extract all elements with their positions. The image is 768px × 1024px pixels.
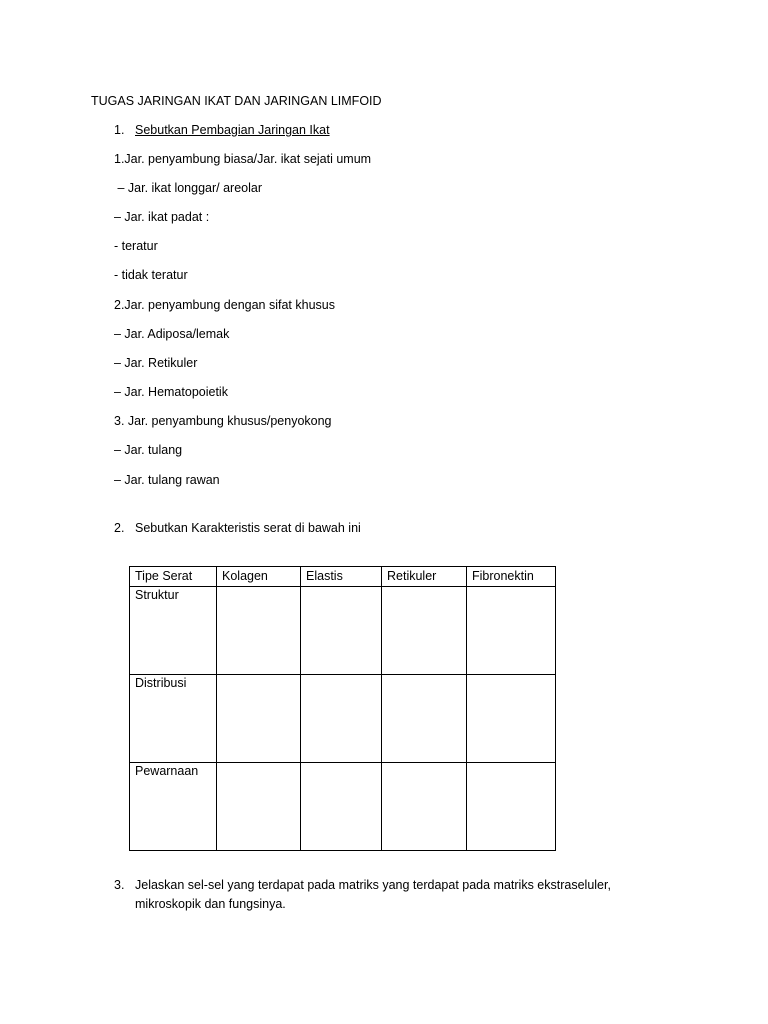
- row-label: Pewarnaan: [130, 763, 217, 851]
- answer-line: – Jar. Adiposa/lemak: [114, 327, 230, 341]
- fiber-characteristics-table: [129, 566, 556, 851]
- answer-line: – Jar. Hematopoietik: [114, 385, 228, 399]
- table-row: [130, 763, 556, 851]
- empty-cell: [467, 675, 556, 763]
- row-label: Struktur: [130, 587, 217, 675]
- empty-cell: [301, 587, 382, 675]
- empty-cell: [301, 675, 382, 763]
- page-title: TUGAS JARINGAN IKAT DAN JARINGAN LIMFOID: [91, 94, 382, 108]
- table-header-cell: Retikuler: [382, 567, 467, 587]
- question-1-text: Sebutkan Pembagian Jaringan Ikat: [135, 123, 330, 137]
- empty-cell: [217, 675, 301, 763]
- empty-cell: [217, 587, 301, 675]
- row-label: Distribusi: [130, 675, 217, 763]
- empty-cell: [382, 763, 467, 851]
- answer-line: – Jar. ikat longgar/ areolar: [114, 181, 262, 195]
- table-row: [130, 587, 556, 675]
- answer-line: – Jar. tulang: [114, 443, 183, 457]
- table-header-cell: Kolagen: [217, 567, 301, 587]
- table-header-row: [130, 567, 556, 587]
- question-2-number: 2.: [114, 521, 125, 535]
- answer-line: - teratur: [114, 239, 158, 253]
- answer-line: – Jar. Retikuler: [114, 356, 198, 370]
- question-1-number: 1.: [114, 123, 125, 137]
- empty-cell: [382, 675, 467, 763]
- answer-line: 1.Jar. penyambung biasa/Jar. ikat sejati umum: [114, 152, 372, 166]
- empty-cell: [467, 763, 556, 851]
- question-2-text: Sebutkan Karakteristis serat di bawah ini: [135, 521, 361, 535]
- answer-line: - tidak teratur: [114, 268, 188, 282]
- table-header-cell: Elastis: [301, 567, 382, 587]
- answer-line: – Jar. tulang rawan: [114, 473, 220, 487]
- empty-cell: [301, 763, 382, 851]
- empty-cell: [382, 587, 467, 675]
- table-header-cell: Fibronektin: [467, 567, 556, 587]
- empty-cell: [467, 587, 556, 675]
- table-header-cell: Tipe Serat: [130, 567, 217, 587]
- answer-line: – Jar. ikat padat :: [114, 210, 210, 224]
- answer-line: 3. Jar. penyambung khusus/penyokong: [114, 414, 332, 428]
- question-3-number: 3.: [114, 878, 125, 892]
- table-row: [130, 675, 556, 763]
- question-3-text-line-2: mikroskopik dan fungsinya.: [135, 897, 286, 911]
- answer-line: 2.Jar. penyambung dengan sifat khusus: [114, 298, 335, 312]
- empty-cell: [217, 763, 301, 851]
- question-3-text-line-1: Jelaskan sel-sel yang terdapat pada matriks yang terdapat pada matriks ekstraseluler,: [135, 878, 611, 892]
